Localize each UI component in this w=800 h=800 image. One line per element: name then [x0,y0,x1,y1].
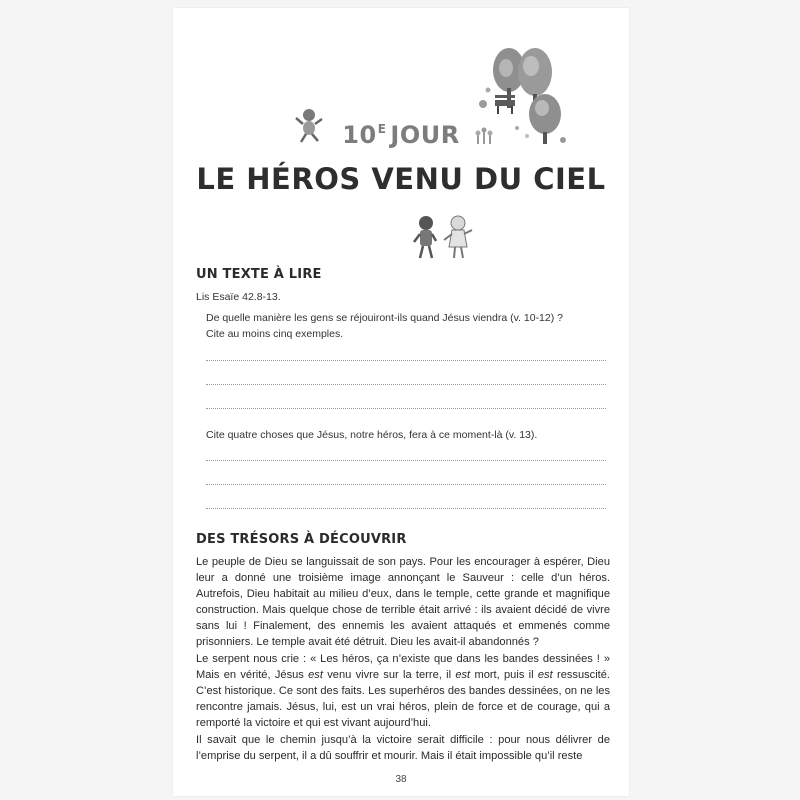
section-heading-read: UN TEXTE À LIRE [196,267,322,282]
bible-reference: Lis Esaïe 42.8-13. [196,291,281,303]
day-heading: $10^E$ JOUR [342,121,460,149]
paragraph-2: Le serpent nous crie : « Les héros, ça n’existe que dans les bandes dessinées ! » Mais en vérité, Jésus est venu vivre sur la terre, il est mort, puis il est ressuscité. C’est historique. Ce sont des faits. Les superhéros des bandes dessinées, on ne les rencontre jamais. Jésus, lui, est un vrai héros, plein de force et de courage, qui a remporté la victoire et qui est vivant aujourd’hui. [196,653,611,729]
question-2: Cite quatre choses que Jésus, notre héros, fera à ce moment-là (v. 13). [206,429,538,441]
question-1-line-1: De quelle manière les gens se réjouiront-ils quand Jésus viendra (v. 10-12) ? [206,312,563,324]
paragraph-1: Le peuple de Dieu se languissait de son pays. Pour les encourager à espérer, Dieu leur a donné une troisième image annonçant le Sauveur : celle d’un héros. Autrefois, Dieu habitait au milieu d’eux, dans le temple, cette grande et magnifique construction. Mais quelque chose de terrible était arrivé : ils avaient décidé de vivre sans lui ! Finalement, des ennemis les avaient attaqués et emmenés comme prisonniers. Le temple avait été détruit. Dieu les avait-il abandonnés ? [196,556,610,648]
body-text [196,554,610,765]
section-heading-treasures: DES TRÉSORS À DÉCOUVRIR [196,532,407,547]
answer-line[interactable] [206,360,606,361]
children-walking-illustration [408,214,478,264]
answer-line[interactable] [206,460,606,461]
page-title: LE HÉROS VENU DU CIEL [196,162,606,196]
book-page [173,8,629,796]
paragraph-3: Il savait que le chemin jusqu’à la victoire serait difficile : pour nous délivrer de l’emprise du serpent, il a dû souffrir et mourir. Mais il était impossible qu’il reste [196,734,610,762]
page-number: 38 [395,774,407,785]
answer-line[interactable] [206,408,606,409]
answer-line[interactable] [206,384,606,385]
question-1-line-2: Cite au moins cinq exemples. [206,328,344,340]
answer-line[interactable] [206,508,606,509]
answer-line[interactable] [206,484,606,485]
